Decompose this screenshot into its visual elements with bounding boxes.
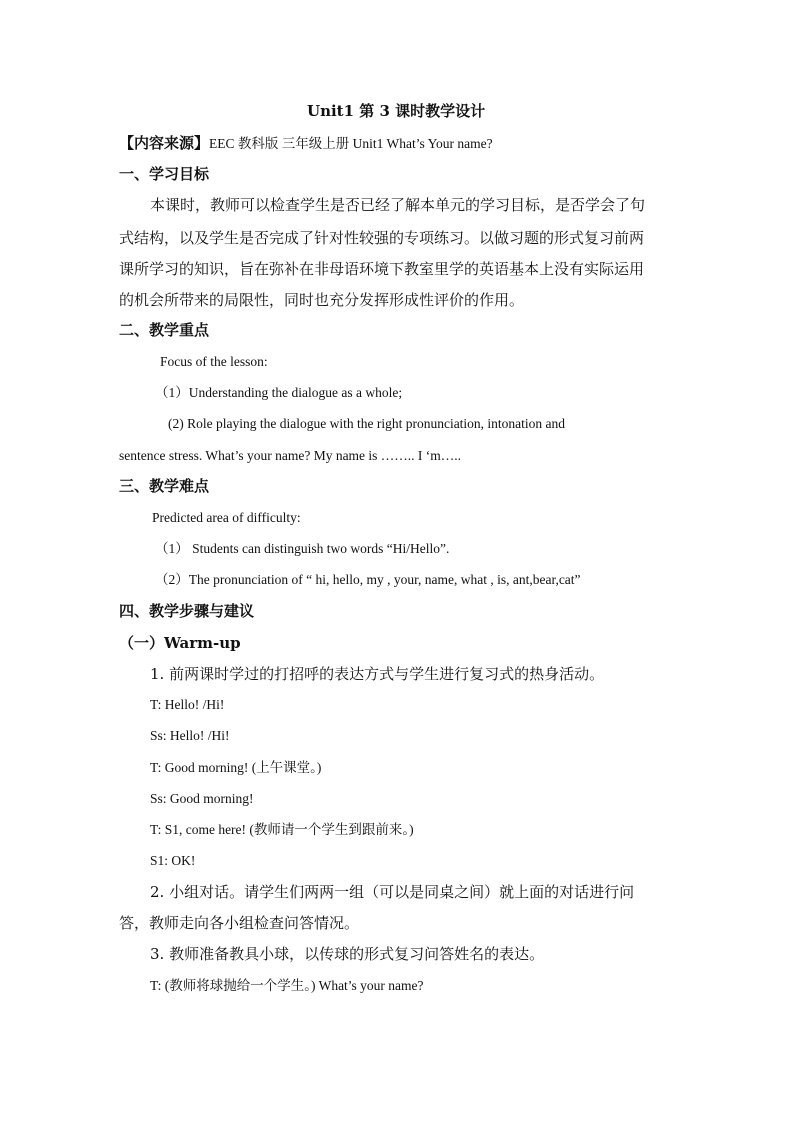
step-line: 2. 小组对话。请学生们两两一组（可以是同桌之间）就上面的对话进行问 (150, 883, 635, 901)
dialogue-line: T: (教师将球抛给一个学生。) What’s your name? (150, 978, 424, 993)
page-title: Unit1 第 3 课时教学设计 (307, 102, 486, 120)
step-line: 答，教师走向各小组检查问答情况。 (119, 914, 360, 932)
section-heading-key-points: 二、教学重点 (119, 321, 210, 339)
focus-item-1: （1）Understanding the dialogue as a whole; (155, 385, 403, 400)
paragraph-line: 课所学习的知识，旨在弥补在非母语环境下教室里学的英语基本上没有实际运用 (119, 260, 645, 278)
section-heading-objectives: 一、学习目标 (119, 165, 210, 183)
dialogue-line: T: S1, come here! (教师请一个学生到跟前来。) (150, 822, 414, 837)
paragraph-line: 本课时，教师可以检查学生是否已经了解本单元的学习目标，是否学会了句 (150, 196, 646, 214)
dialogue-line: S1: OK! (150, 853, 196, 868)
content-source-text: EEC 教科版 三年级上册 Unit1 What’s Your name? (209, 136, 493, 151)
paragraph-line: 的机会所带来的局限性，同时也充分发挥形成性评价的作用。 (119, 291, 525, 309)
focus-label: Focus of the lesson: (160, 354, 268, 369)
dialogue-line: T: Hello! /Hi! (150, 697, 225, 712)
dialogue-line: T: Good morning! (上午课堂。) (150, 760, 322, 775)
subsection-heading-warmup: （一）Warm-up (119, 634, 241, 652)
content-source-label: 【内容来源】 (119, 134, 210, 152)
section-heading-steps: 四、教学步骤与建议 (119, 602, 255, 620)
content-source (119, 133, 493, 154)
paragraph-line: 式结构，以及学生是否完成了针对性较强的专项练习。以做习题的形式复习前两 (119, 229, 645, 247)
dialogue-line: Ss: Hello! /Hi! (150, 728, 230, 743)
dialogue-line: Ss: Good morning! (150, 791, 254, 806)
step-line: 1. 前两课时学过的打招呼的表达方式与学生进行复习式的热身活动。 (150, 665, 605, 683)
step-line: 3. 教师准备教具小球，以传球的形式复习问答姓名的表达。 (150, 945, 545, 963)
focus-item-2: (2) Role playing the dialogue with the right pronunciation, intonation and (168, 416, 566, 431)
section-heading-difficulties: 三、教学难点 (119, 477, 210, 495)
focus-item-2-cont: sentence stress. What’s your name? My name is …….. I ‘m….. (119, 448, 462, 463)
difficulty-label: Predicted area of difficulty: (152, 510, 301, 525)
difficulty-item-1: （1） Students can distinguish two words “Hi/Hello”. (155, 541, 450, 556)
difficulty-item-2: （2）The pronunciation of “ hi, hello, my , your, name, what , is, ant,bear,cat” (155, 572, 581, 587)
